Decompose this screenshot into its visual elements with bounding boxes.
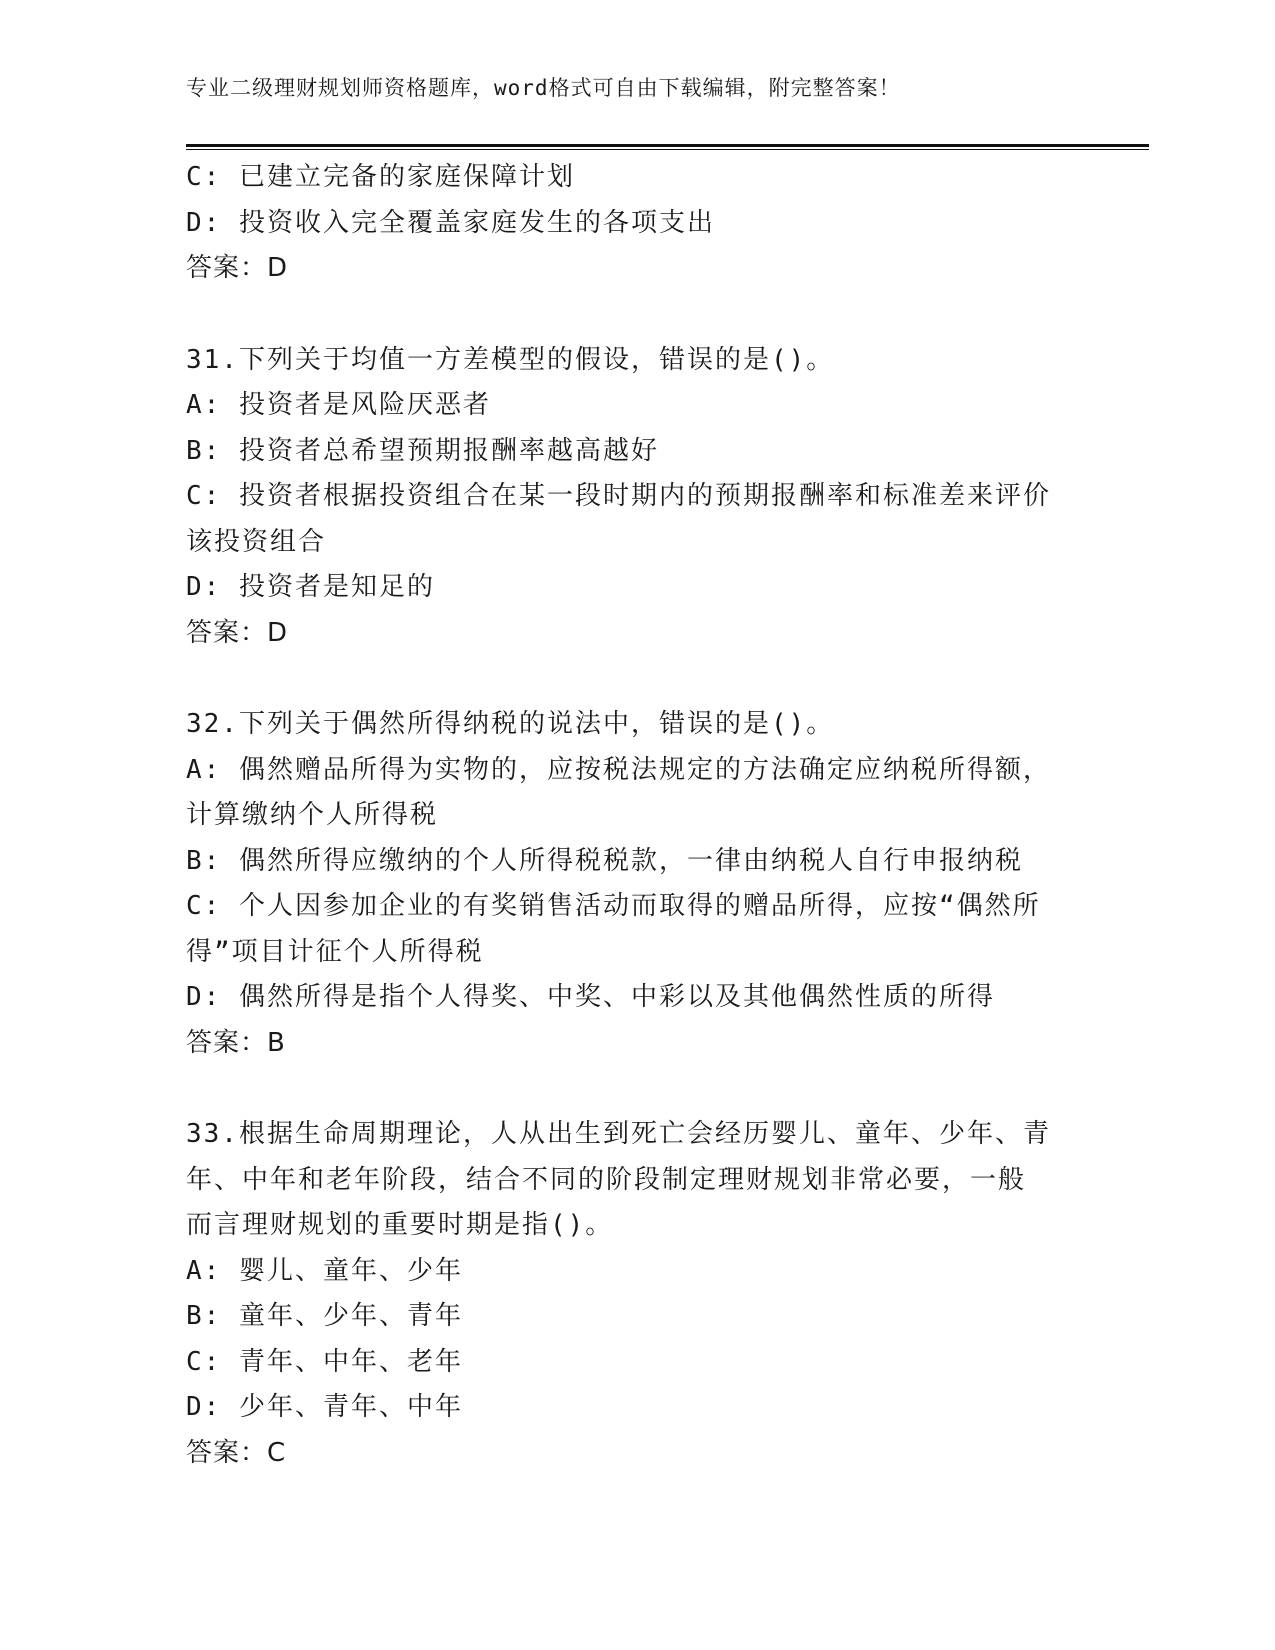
option-b: B: 偶然所得应缴纳的个人所得税税款，一律由纳税人自行申报纳税 bbox=[186, 845, 1023, 876]
page-header: 专业二级理财规划师资格题库，word格式可自由下载编辑，附完整答案！ bbox=[186, 76, 901, 100]
question-stem-line-1: 33.根据生命周期理论，人从出生到死亡会经历婴儿、童年、少年、青 bbox=[186, 1119, 1051, 1149]
question-31 bbox=[186, 338, 1076, 657]
spacer bbox=[186, 292, 1076, 338]
spacer bbox=[186, 656, 1076, 702]
option-d: D: 少年、青年、中年 bbox=[186, 1392, 463, 1422]
answer-line: 答案：C bbox=[186, 1437, 287, 1468]
option-d: D: 投资收入完全覆盖家庭发生的各项支出 bbox=[186, 207, 715, 238]
option-d: D: 偶然所得是指个人得奖、中奖、中彩以及其他偶然性质的所得 bbox=[186, 982, 995, 1012]
option-a: A: 婴儿、童年、少年 bbox=[186, 1255, 463, 1286]
option-b: B: 投资者总希望预期报酬率越高越好 bbox=[186, 435, 659, 466]
option-b: B: 童年、少年、青年 bbox=[186, 1301, 463, 1331]
answer-line: 答案：B bbox=[186, 1027, 286, 1058]
question-32 bbox=[186, 702, 1076, 1066]
answer-line: 答案：D bbox=[186, 253, 289, 283]
option-c: C: 已建立完备的家庭保障计划 bbox=[186, 162, 575, 192]
question-stem-line-2: 年、中年和老年阶段，结合不同的阶段制定理财规划非常必要，一般 bbox=[186, 1164, 1027, 1195]
previous-question-block bbox=[186, 155, 1076, 292]
option-a: A: 投资者是风险厌恶者 bbox=[186, 390, 491, 420]
option-a-continued: 计算缴纳个人所得税 bbox=[186, 800, 439, 830]
answer-line: 答案：D bbox=[186, 617, 289, 648]
question-stem-line-3: 而言理财规划的重要时期是指()。 bbox=[186, 1210, 614, 1240]
option-c-continued: 得”项目计征个人所得税 bbox=[186, 936, 484, 967]
option-c: C: 个人因参加企业的有奖销售活动而取得的赠品所得，应按“偶然所 bbox=[186, 891, 1041, 921]
question-stem: 31.下列关于均值一方差模型的假设，错误的是()。 bbox=[186, 344, 835, 375]
question-33 bbox=[186, 1112, 1076, 1476]
header-divider bbox=[186, 144, 1149, 150]
option-d: D: 投资者是知足的 bbox=[186, 572, 435, 602]
option-a: A: 偶然赠品所得为实物的，应按税法规定的方法确定应纳税所得额， bbox=[186, 754, 1051, 785]
question-content bbox=[186, 155, 1076, 1476]
question-stem: 32.下列关于偶然所得纳税的说法中，错误的是()。 bbox=[186, 709, 835, 739]
spacer bbox=[186, 1066, 1076, 1112]
option-c-continued: 该投资组合 bbox=[186, 526, 327, 557]
option-c: C: 青年、中年、老年 bbox=[186, 1346, 463, 1377]
option-c: C: 投资者根据投资组合在某一段时期内的预期报酬率和标准差来评价 bbox=[186, 481, 1051, 511]
